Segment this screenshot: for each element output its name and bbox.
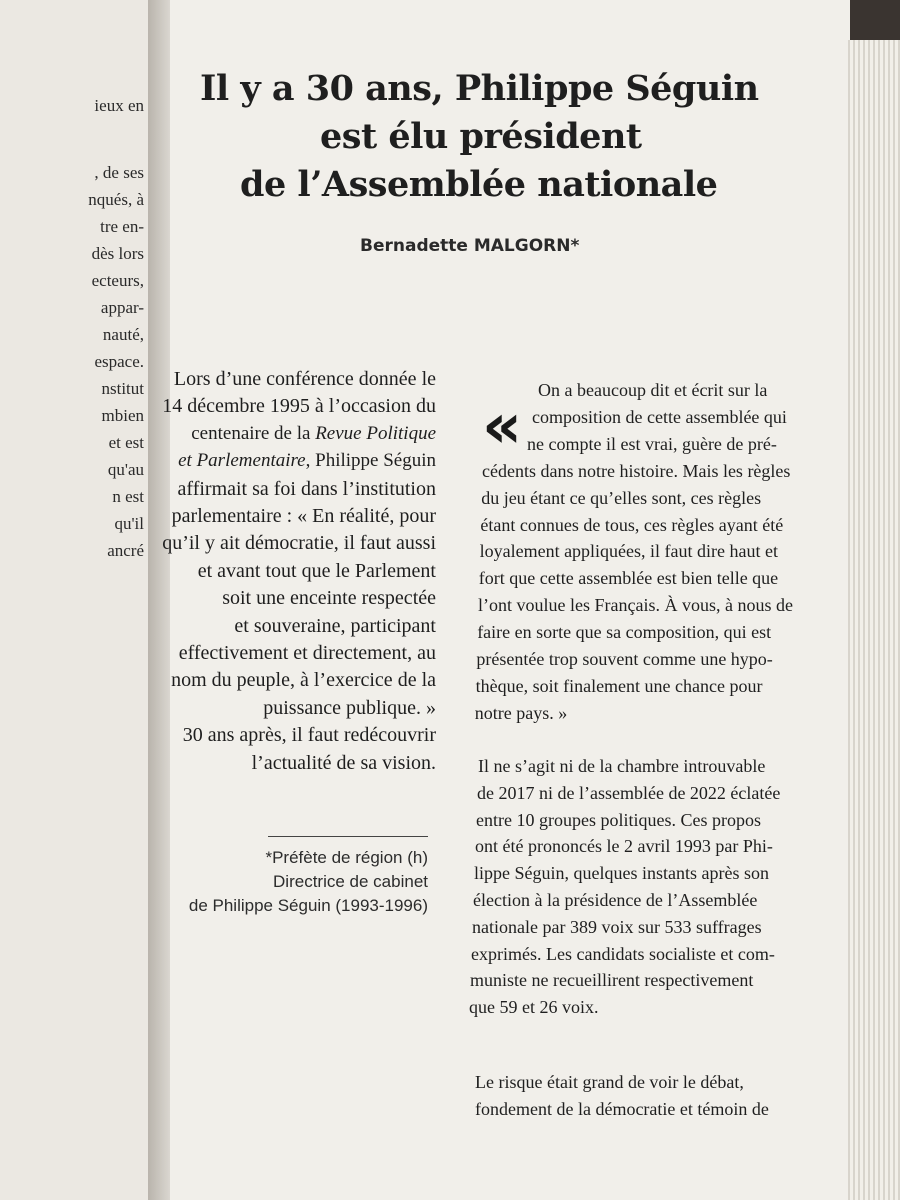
body-line: fort que cette assemblée est bien telle que xyxy=(478,568,779,589)
left-page-text-fragment: nqués, à xyxy=(88,190,144,209)
body-line: thèque, soit finalement une chance pour xyxy=(475,675,763,696)
body-line: notre pays. » xyxy=(474,702,568,723)
body-line: élection à la présidence de l’Assemblée xyxy=(473,890,758,910)
body-line: du jeu étant ce qu’elles sont, ces règles xyxy=(481,487,762,508)
lead-line: soit une enceinte respectée xyxy=(222,587,436,610)
lead-line: effectivement et directement, au xyxy=(178,642,436,664)
body-line: composition de cette assemblée qui xyxy=(532,406,787,427)
body-line: ont été prononcés le 2 avril 1993 par Phi- xyxy=(475,836,773,857)
body-line: muniste ne recueillirent respectivement xyxy=(470,970,754,991)
body-line: fondement de la démocratie et témoin de xyxy=(475,1099,769,1119)
opening-quote-mark: « xyxy=(482,389,523,462)
body-line: de 2017 ni de l’assemblée de 2022 éclatée xyxy=(477,782,781,803)
lead-line: 14 décembre 1995 à l’occasion du xyxy=(162,395,436,418)
body-line: nationale par 389 voix sur 533 suffrages xyxy=(472,916,762,937)
body-line: loyalement appliquées, il faut dire haut et xyxy=(479,541,778,562)
body-line: exprimés. Les candidats socialiste et com- xyxy=(471,943,775,964)
lead-line: qu’il y ait démocratie, il faut aussi xyxy=(162,532,436,555)
body-line: présentée trop souvent comme une hypo- xyxy=(476,649,773,669)
left-page-text-fragment: ieux en xyxy=(94,96,144,115)
lead-line: et Parlementaire, Philippe Séguin xyxy=(178,450,436,472)
lead-line: affirmait sa foi dans l’institution xyxy=(177,477,436,500)
author-name: Bernadette MALGORN* xyxy=(360,236,580,256)
body-line: faire en sorte que sa composition, qui est xyxy=(477,622,772,643)
footnote-rule xyxy=(268,836,428,837)
footnote-line: *Préfète de région (h) xyxy=(265,848,428,867)
lead-line: centenaire de la Revue Politique xyxy=(191,422,436,444)
lead-line: parlementaire : « En réalité, pour xyxy=(171,505,436,527)
body-line: lippe Séguin, quelques instants après son xyxy=(474,863,769,884)
body-line: Il ne s’agit ni de la chambre introuvable xyxy=(478,756,766,776)
left-page-text-fragment: ancré xyxy=(107,541,144,560)
lead-line: et souveraine, participant xyxy=(234,614,436,637)
body-line: entre 10 groupes politiques. Ces propos xyxy=(476,809,761,830)
page-edges xyxy=(848,40,900,1200)
title-line-2: est élu président xyxy=(320,116,642,157)
left-page-text-fragment: ecteurs, xyxy=(91,271,144,290)
lead-line: Lors d’une conférence donnée le xyxy=(173,368,436,390)
lead-line: nom du peuple, à l’exercice de la xyxy=(171,669,436,692)
title-line-3: de l’Assemblée nationale xyxy=(240,164,718,205)
left-page-text-fragment: , de ses xyxy=(94,163,144,182)
lead-line: et avant tout que le Parlement xyxy=(197,559,436,582)
body-line: ne compte il est vrai, guère de pré- xyxy=(527,433,777,454)
body-line: cédents dans notre histoire. Mais les règles xyxy=(482,460,791,481)
left-page-text-fragment: n est xyxy=(112,487,144,506)
left-page-text-fragment: nauté, xyxy=(102,325,144,344)
body-line: étant connues de tous, ces règles ayant été xyxy=(480,514,784,535)
body-line: que 59 et 26 voix. xyxy=(469,997,599,1018)
body-line: On a beaucoup dit et écrit sur la xyxy=(538,380,768,400)
body-line: l’ont voulue les Français. À vous, à nous de xyxy=(478,595,793,616)
left-page-text-fragment: appar- xyxy=(100,298,144,317)
left-page-text-fragment: nstitut xyxy=(101,379,144,398)
title-line-1: Il y a 30 ans, Philippe Séguin xyxy=(200,68,759,109)
footnote-line: de Philippe Séguin (1993-1996) xyxy=(188,896,428,915)
left-page-text-fragment: dès lors xyxy=(91,244,144,263)
lead-line: puissance publique. » xyxy=(263,696,436,719)
body-line: Le risque était grand de voir le débat, xyxy=(475,1072,744,1092)
left-page-text-fragment: espace. xyxy=(94,352,144,371)
left-page xyxy=(0,0,150,1200)
left-page-text-fragment: qu'il xyxy=(114,514,144,533)
left-page-text-fragment: qu'au xyxy=(107,460,144,479)
footnote-line: Directrice de cabinet xyxy=(273,872,428,891)
left-page-text-fragment: tre en- xyxy=(100,217,144,236)
left-page-text-fragment: mbien xyxy=(101,406,144,425)
lead-line: 30 ans après, il faut redécouvrir xyxy=(182,724,436,747)
lead-line: l’actualité de sa vision. xyxy=(251,751,436,774)
left-page-text-fragment: et est xyxy=(108,433,144,452)
